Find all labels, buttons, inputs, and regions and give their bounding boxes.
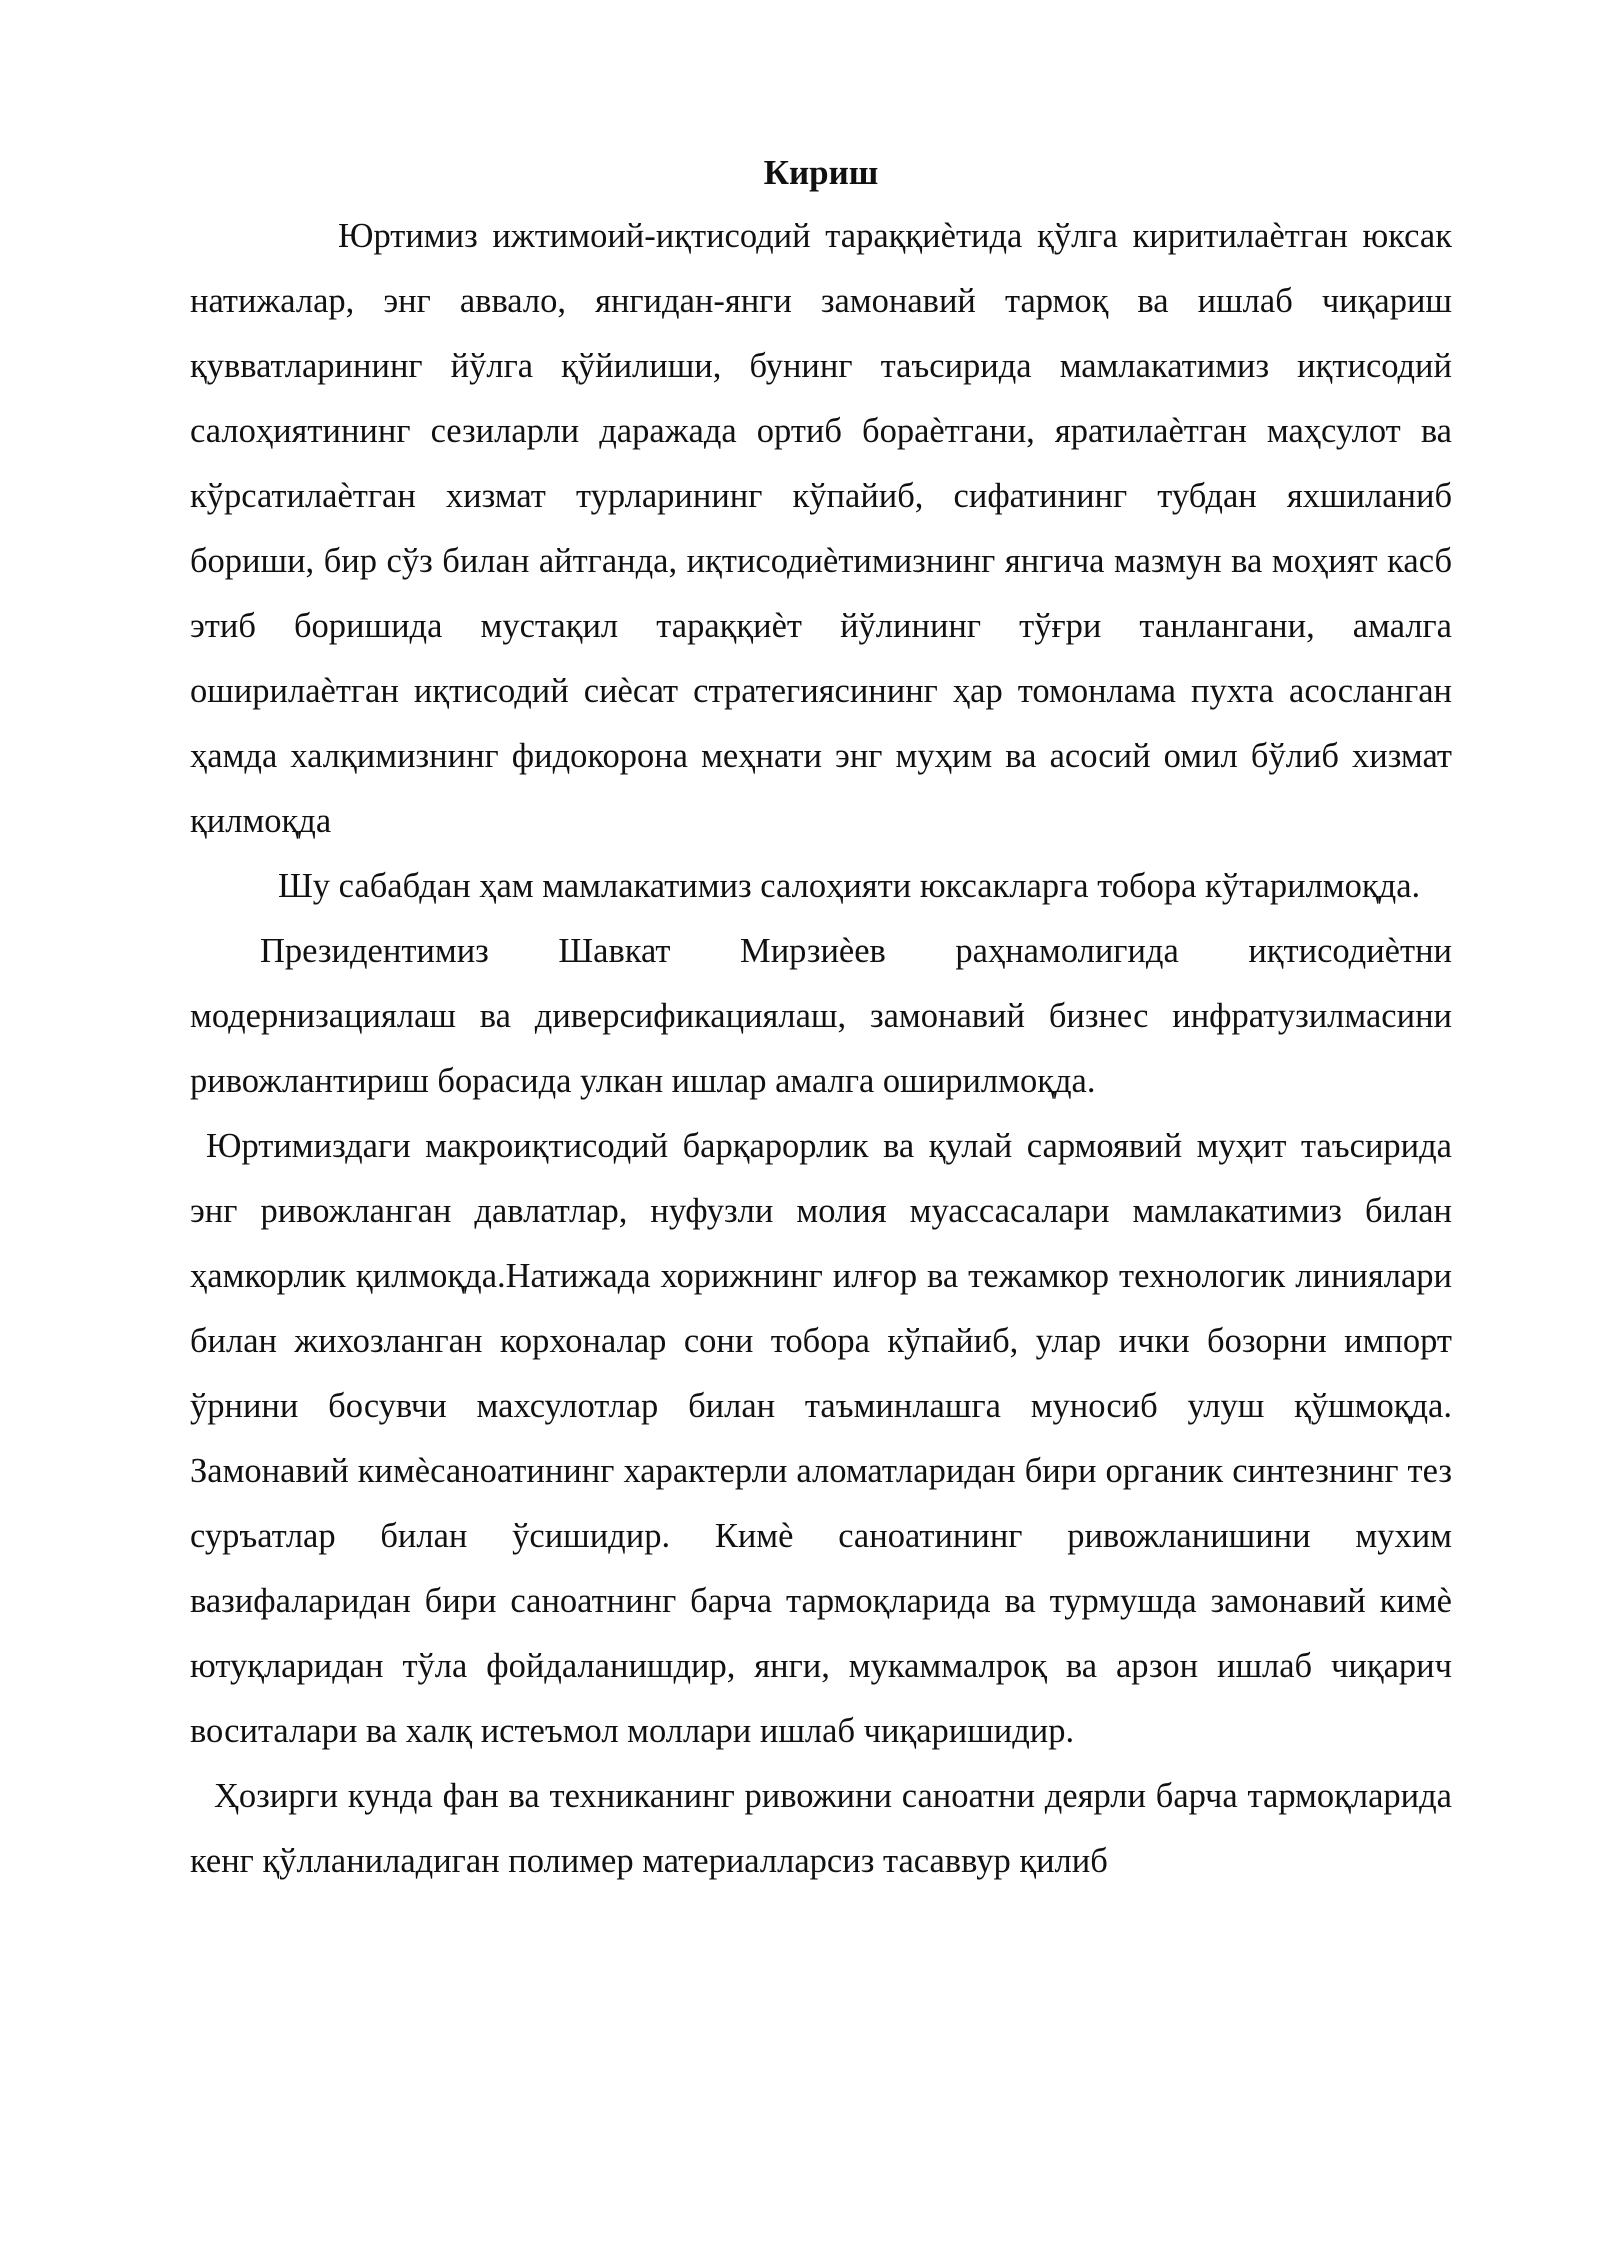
paragraph-introduction: Юртимиз ижтимоий-иқтисодий тараққиѐтида қўлга киритилаѐтган юксак натижалар, энг аввало, янгидан-янги замонавий тармоқ ва ишлаб чиқариш қувватларининг йўлга қўйилиши, бунинг таъсирида мамлакатимиз иқтисодий салоҳиятининг сезиларли даражада ортиб бораѐтгани, яратилаѐтган маҳсулот ва кўрсатилаѐтган хизмат турларининг кўпайиб, сифатининг тубдан яхшиланиб бориши, бир сўз билан айтганда, иқтисодиѐтимизнинг янгича мазмун ва моҳият касб этиб боришида мустақил тараққиѐт йўлининг тўғри танлангани, амалга оширилаѐтган иқтисодий сиѐсат стратегиясининг ҳар томонлама пухта асосланган ҳамда халқимизнинг фидокорона меҳнати энг муҳим ва асосий омил бўлиб хизмат қилмоқда <box>190 217 1452 840</box>
paragraph-president: Президентимиз Шавкат Мирзиѐев раҳнамолигида иқтисодиѐтни модернизациялаш ва диверсификациялаш, замонавий бизнес инфратузилмасини ривожлантириш борасида улкан ишлар амалга оширилмоқда. <box>190 932 1452 1100</box>
paragraph-macroeconomic: Юртимиздаги макроиқтисодий барқарорлик ва қулай сармоявий муҳит таъсирида энг ривожланган давлатлар, нуфузли молия муассасалари мамлакатимиз билан ҳамкорлик қилмоқда.Натижада хорижнинг илғор ва тежамкор технологик линиялари билан жихозланган корхоналар сони тобора кўпайиб, улар ички бозорни импорт ўрнини босувчи махсулотлар билан таъминлашга муносиб улуш қўшмоқда. Замонавий кимѐсаноатининг характерли аломатларидан бири органик синтезнинг тез суръатлар билан ўсишидир. Кимѐ саноатининг ривожланишини мухим вазифаларидан бири саноатнинг барча тармоқларида ва турмушда замонавий кимѐ ютуқларидан тўла фойдаланишдир, янги, мукаммалроқ ва арзон ишлаб чиқарич воситалари ва халқ истеъмол моллари ишлаб чиқаришидир. <box>190 1127 1452 1750</box>
document-body <box>190 148 1452 1894</box>
paragraph-polymers: Ҳозирги кунда фан ва техниканинг ривожини саноатни деярли барча тармоқларида кенг қўлланиладиган полимер материалларсиз тасаввур қилиб <box>190 1777 1452 1880</box>
document-title: Кириш <box>763 153 879 192</box>
paragraph-potential: Шу сабабдан ҳам мамлакатимиз салоҳияти юксакларга тобора кўтарилмоқда. <box>278 867 1421 905</box>
